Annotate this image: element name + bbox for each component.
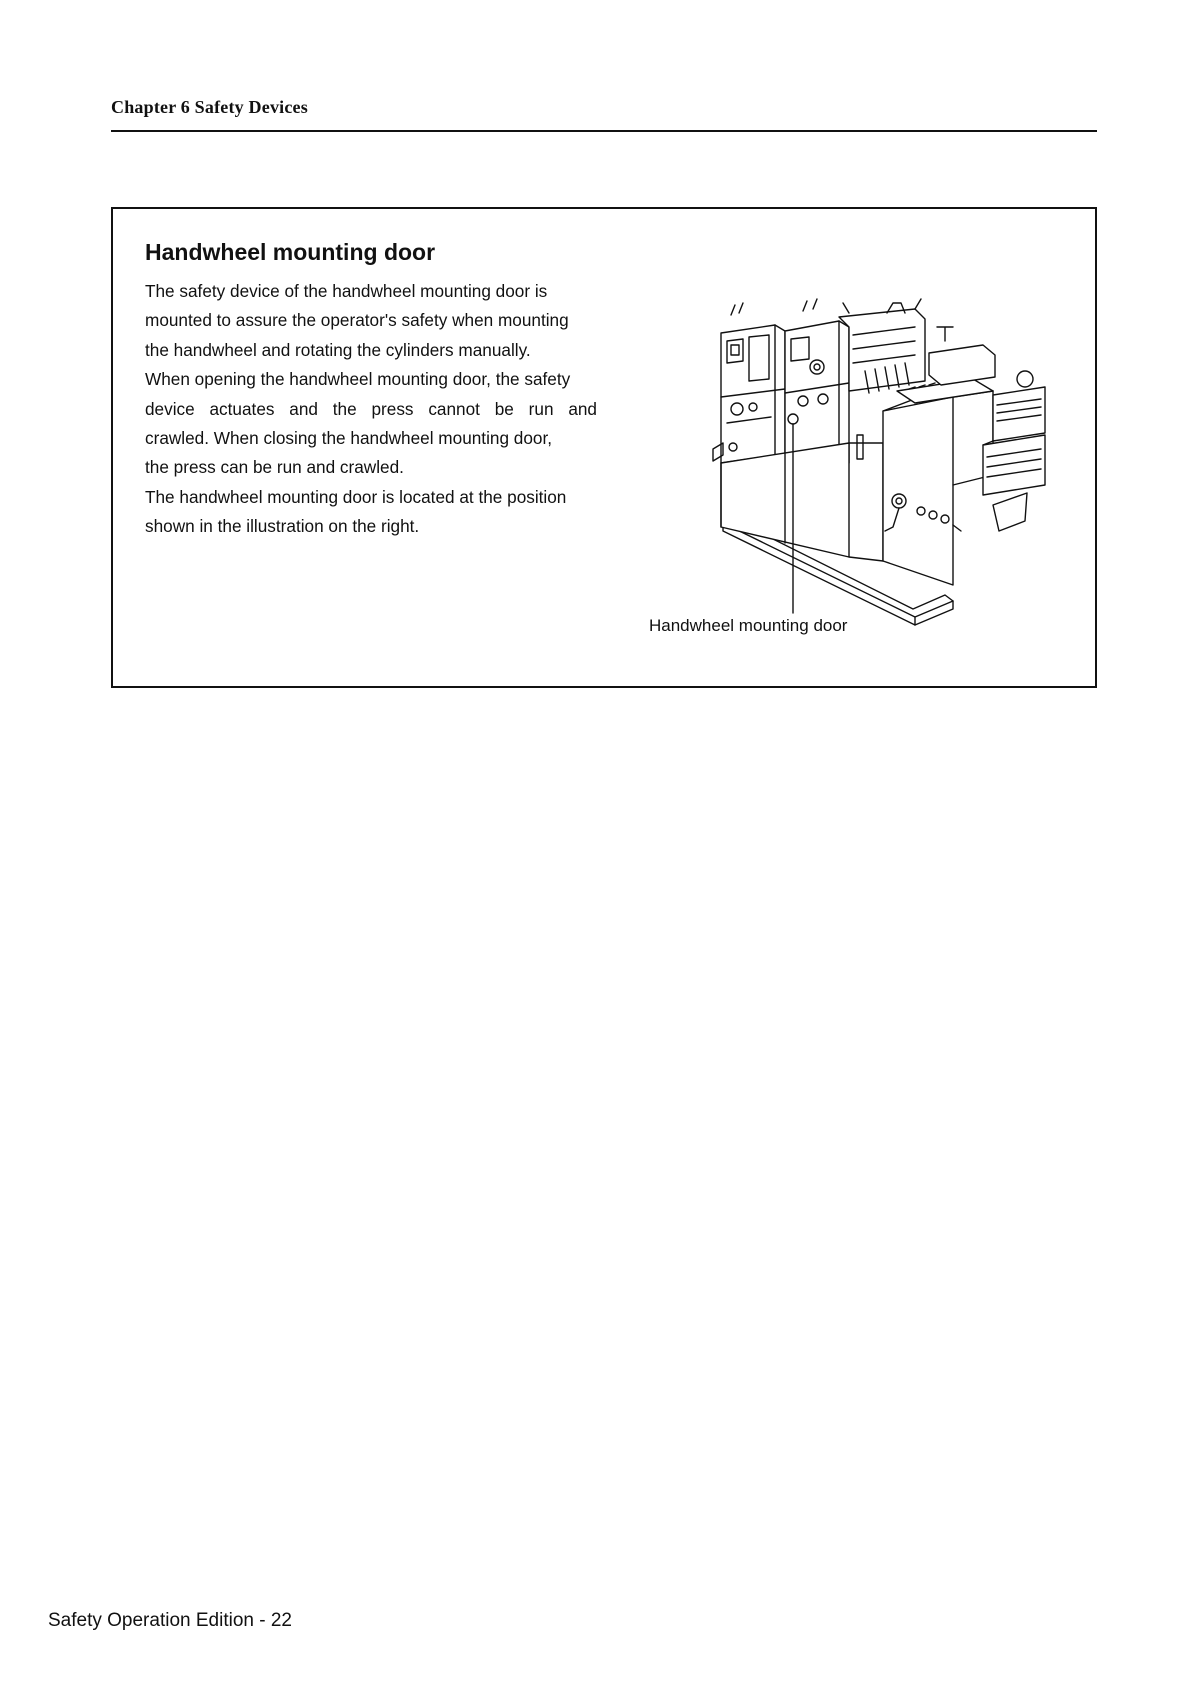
body-line-7: the press can be run and crawled.	[145, 457, 404, 478]
body-line-6: crawled. When closing the handwheel mounting door,	[145, 428, 553, 449]
body-line-1: The safety device of the handwheel mounting door is	[145, 281, 548, 301]
page-footer: Safety Operation Edition - 22	[48, 1610, 292, 1631]
section-body	[145, 277, 597, 542]
press-delivery-unit	[883, 379, 993, 585]
printing-press-illustration	[653, 295, 1083, 655]
chapter-header: Chapter 6 Safety Devices	[111, 97, 308, 117]
header-rule	[111, 130, 1097, 132]
body-line-8: The handwheel mounting door is located at the position	[145, 486, 567, 507]
body-line-3: the handwheel and rotating the cylinders manually.	[145, 339, 531, 360]
body-line-2: mounted to assure the operator's safety when mounting	[145, 310, 569, 331]
press-unit-left	[721, 303, 785, 463]
press-roller-section	[839, 299, 925, 393]
callout-label: Handwheel mounting door	[649, 616, 848, 635]
body-line-4: When opening the handwheel mounting door, the safety	[145, 369, 571, 390]
section-title: Handwheel mounting door	[145, 239, 436, 265]
press-unit-right	[785, 299, 849, 467]
body-line-5: device actuates and the press cannot be run and	[145, 398, 597, 419]
content-box	[111, 207, 1097, 688]
body-line-9: shown in the illustration on the right.	[145, 516, 420, 537]
